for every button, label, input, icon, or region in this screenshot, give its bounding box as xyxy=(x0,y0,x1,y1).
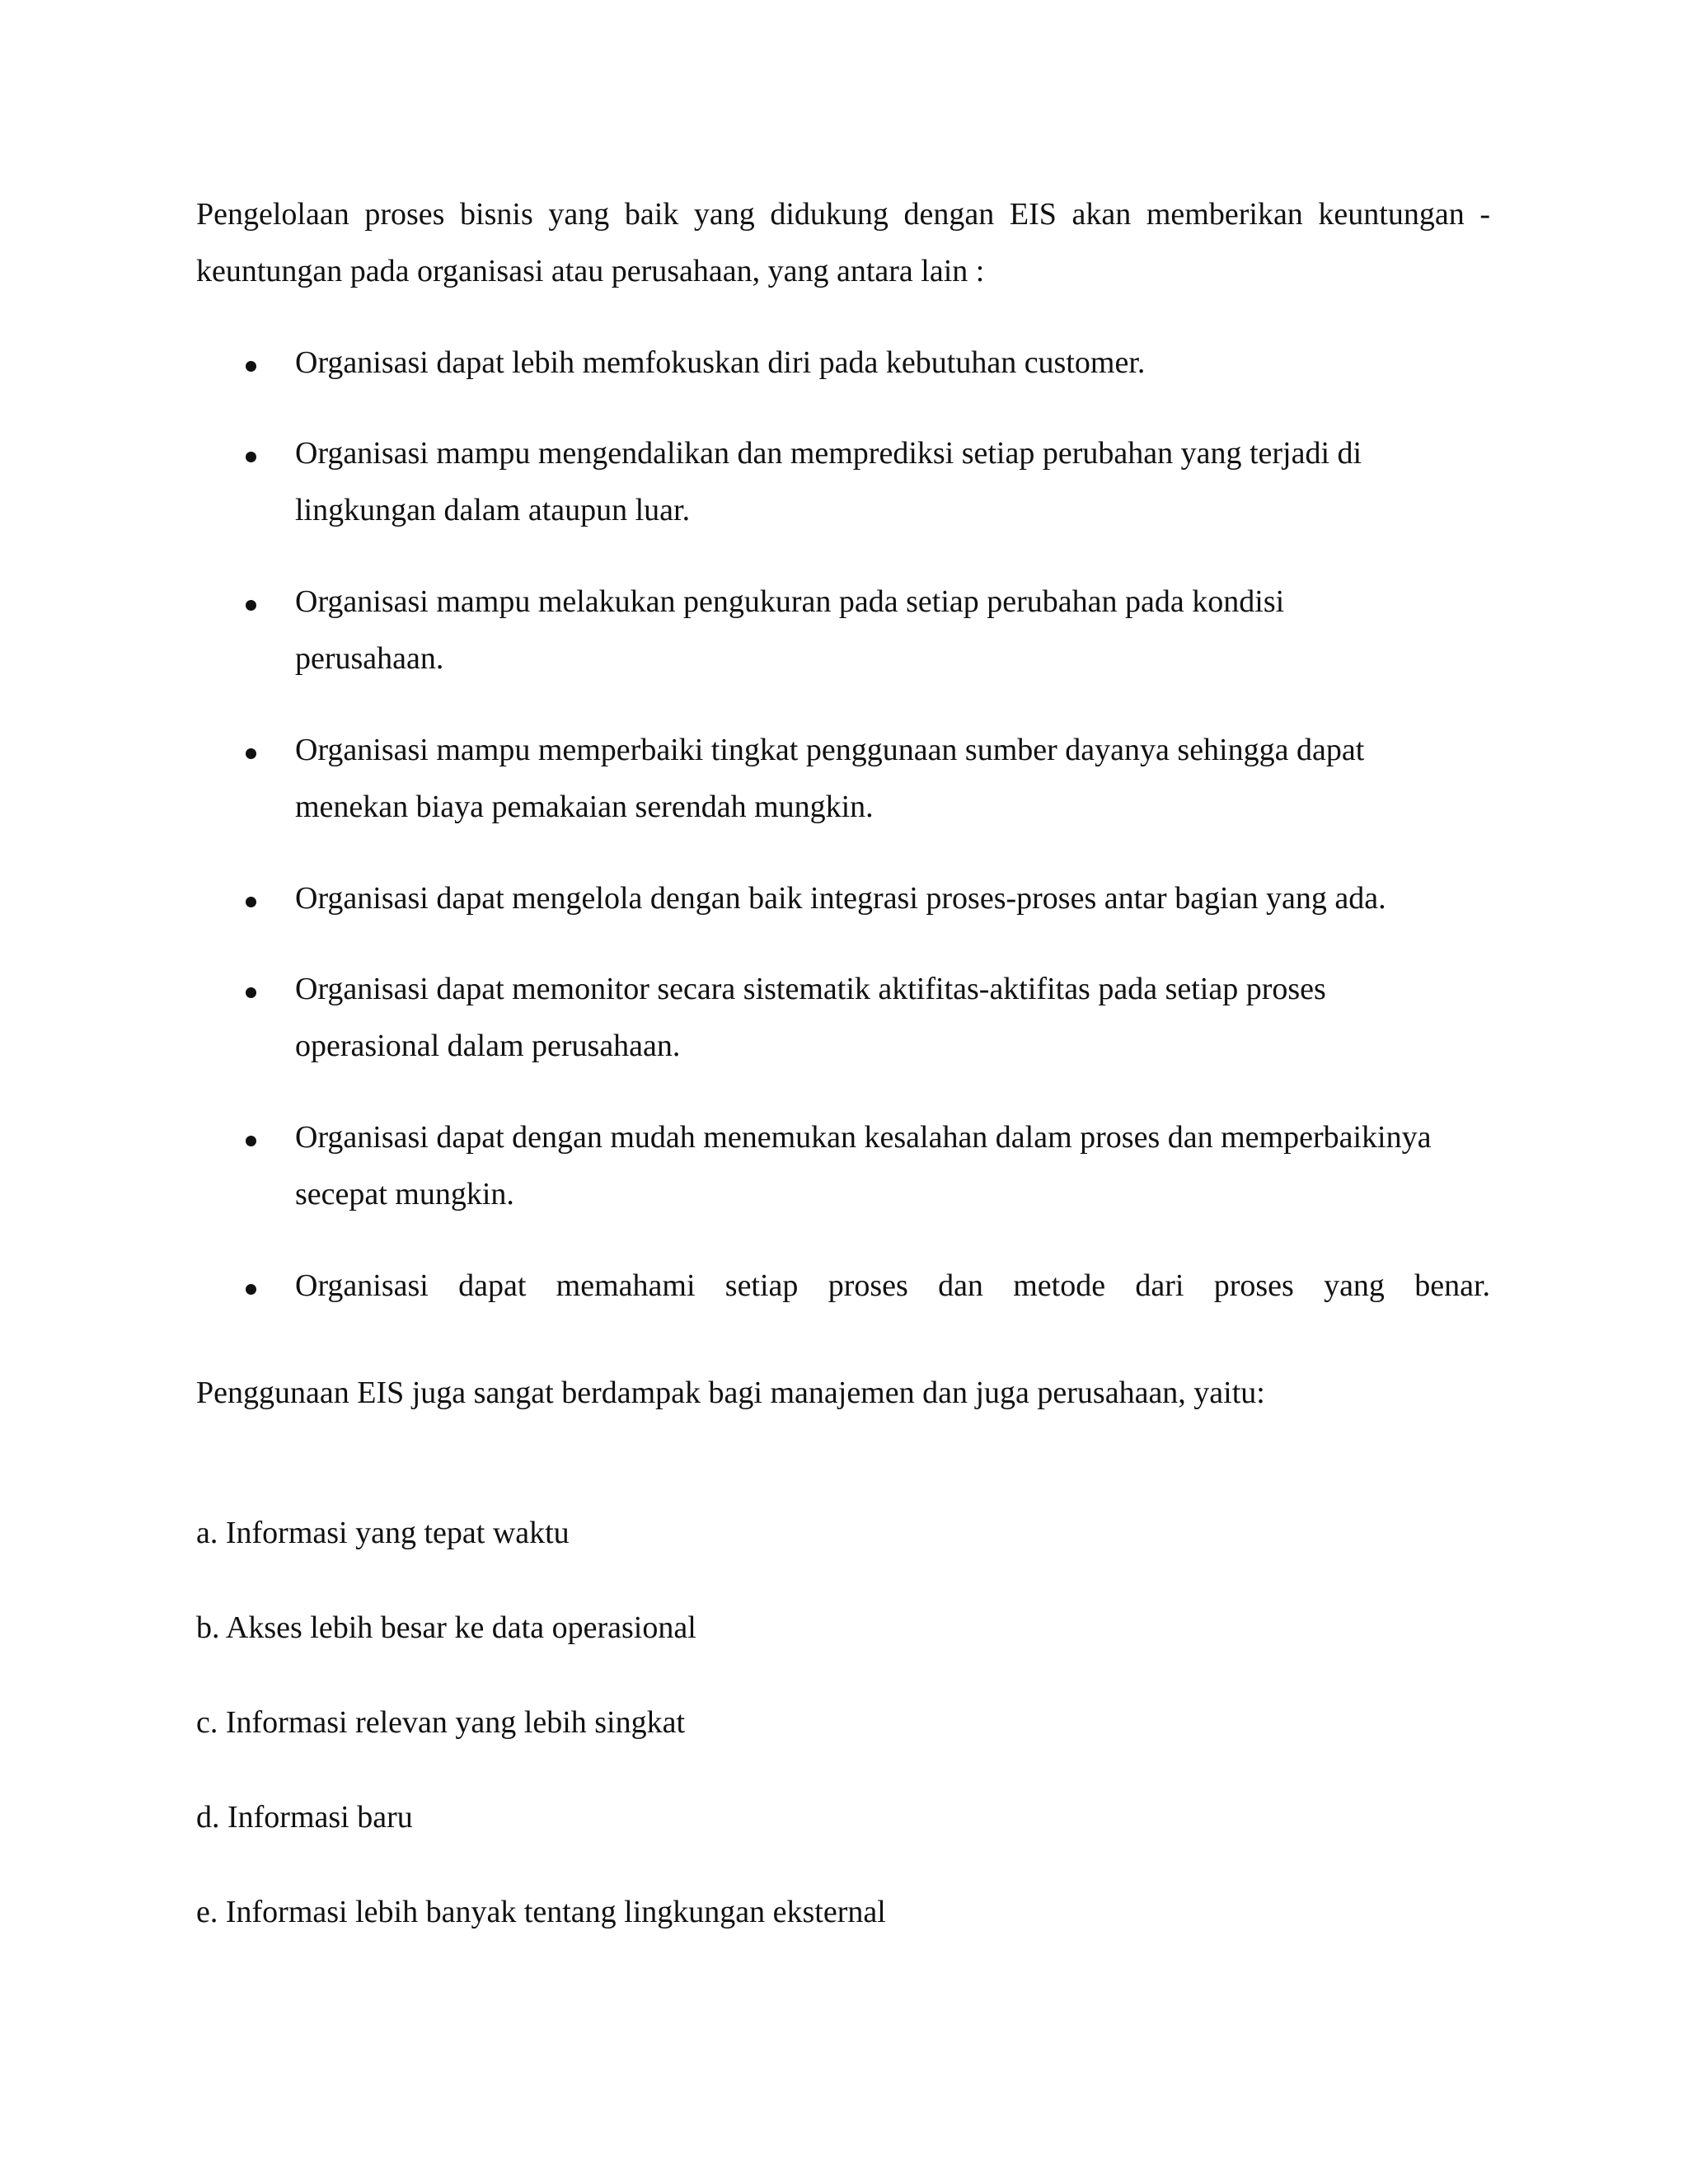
benefit-item-5-line-1: Organisasi dapat mengelola dengan baik integrasi proses-proses antar bagian yang ada. xyxy=(295,881,1386,916)
bullet-icon xyxy=(246,748,256,759)
benefit-item-7-line-2: secepat mungkin. xyxy=(295,1177,514,1212)
benefit-item-2-line-1: Organisasi mampu mengendalikan dan memprediksi setiap perubahan yang terjadi di xyxy=(295,436,1362,471)
benefit-item-2-line-2: lingkungan dalam ataupun luar. xyxy=(295,493,691,527)
bullet-icon xyxy=(246,452,256,462)
impact-intro: Penggunaan EIS juga sangat berdampak bagi manajemen dan juga perusahaan, yaitu: xyxy=(196,1376,1265,1410)
benefit-item-1-line-1: Organisasi dapat lebih memfokuskan diri pada kebutuhan customer. xyxy=(295,345,1146,380)
benefit-item-6-line-1: Organisasi dapat memonitor secara sistematik aktifitas-aktifitas pada setiap proses xyxy=(295,972,1326,1006)
bullet-icon xyxy=(246,361,256,372)
benefit-item-3-line-2: perusahaan. xyxy=(295,641,444,676)
benefit-item-4-line-2: menekan biaya pemakaian serendah mungkin. xyxy=(295,790,874,824)
intro-line-2: keuntungan pada organisasi atau perusahaan, yang antara lain : xyxy=(196,254,985,288)
impact-item-a: a. Informasi yang tepat waktu xyxy=(196,1516,570,1550)
bullet-icon xyxy=(246,987,256,998)
bullet-icon xyxy=(246,897,256,907)
impact-item-c: c. Informasi relevan yang lebih singkat xyxy=(196,1705,686,1740)
bullet-icon xyxy=(246,1284,256,1295)
bullet-icon xyxy=(246,600,256,611)
benefit-item-4-line-1: Organisasi mampu memperbaiki tingkat penggunaan sumber dayanya sehingga dapat xyxy=(295,733,1365,767)
benefit-item-6-line-2: operasional dalam perusahaan. xyxy=(295,1029,681,1063)
impact-item-d: d. Informasi baru xyxy=(196,1800,413,1835)
benefit-item-7-line-1: Organisasi dapat dengan mudah menemukan kesalahan dalam proses dan memperbaikinya xyxy=(295,1120,1432,1155)
intro-line-1: Pengelolaan proses bisnis yang baik yang didukung dengan EIS akan memberikan keuntungan - xyxy=(196,197,1490,232)
benefit-item-8-line-1: Organisasi dapat memahami setiap proses dan metode dari proses yang benar. xyxy=(295,1268,1490,1303)
impact-item-e: e. Informasi lebih banyak tentang lingkungan eksternal xyxy=(196,1895,886,1929)
bullet-icon xyxy=(246,1136,256,1146)
benefit-item-3-line-1: Organisasi mampu melakukan pengukuran pada setiap perubahan pada kondisi xyxy=(295,584,1285,619)
impact-item-b: b. Akses lebih besar ke data operasional xyxy=(196,1610,696,1645)
